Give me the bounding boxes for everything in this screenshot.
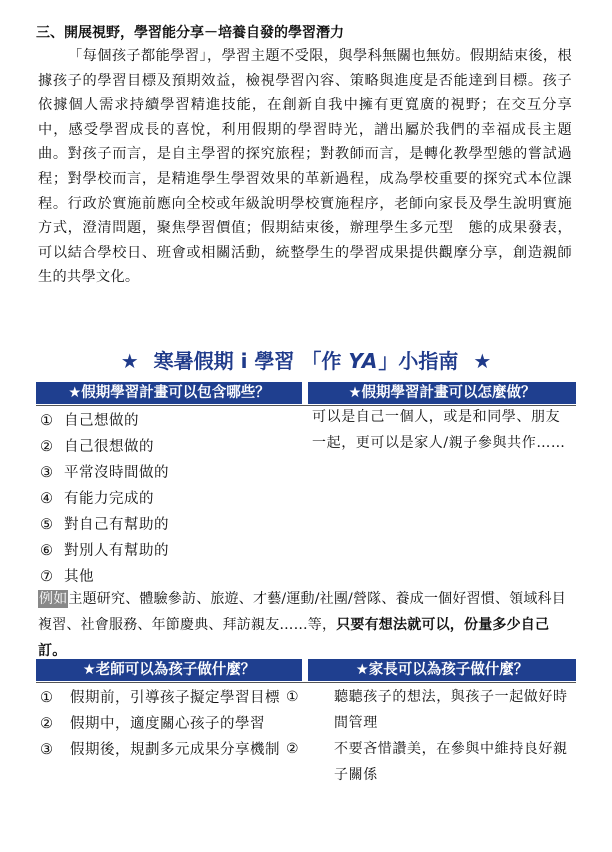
star-left-icon: ★ [120, 349, 139, 373]
section-heading: 三、開展視野，學習能分享－培養自發的學習潛力 [36, 25, 344, 41]
item-number: ① [40, 413, 54, 429]
item-number: ⑤ [40, 517, 54, 533]
header-divider [36, 682, 576, 683]
list-item [286, 736, 574, 788]
guide-title [0, 345, 612, 374]
example-text: 主題研究、體驗參訪、旅遊、才藝/運動/社團/營隊、養成一個好習慣、領域科目複習、社會服務、年節慶典、拜訪親友……等， [38, 591, 566, 633]
item-number: ① [40, 690, 54, 706]
item-text: 假期後，規劃多元成果分享機制 [70, 742, 280, 758]
list-item [40, 738, 280, 759]
item-number: ② [286, 741, 300, 757]
star-right-icon: ★ [473, 349, 492, 373]
list-item [40, 487, 154, 508]
list-item [40, 513, 169, 534]
item-number: ⑥ [40, 543, 54, 559]
item-number: ③ [40, 742, 54, 758]
guide-title-post: 」小指南 [378, 349, 459, 373]
list-item [40, 409, 139, 430]
item-text: 對別人有幫助的 [64, 543, 169, 559]
item-number: ② [40, 439, 54, 455]
box1-header: ★假期學習計畫可以包含哪些？ [36, 382, 302, 404]
parent-header: ★家長可以為孩子做什麼？ [308, 659, 576, 681]
box2-text: 可以是自己一個人，或是和同學、朋友一起，更可以是家人/親子參與共作…… [312, 409, 566, 451]
guide-title-pre: 寒暑假期 i 學習 「作 [153, 349, 349, 373]
guide-title-ya: YA [348, 349, 379, 373]
example-bold-text: 只要有想法就可以，份量多少自己訂。 [38, 617, 550, 659]
list-item [40, 461, 169, 482]
example-paragraph [38, 586, 576, 664]
item-number: ③ [40, 465, 54, 481]
example-tag: 例如 [39, 591, 68, 607]
item-text: 假期前，引導孩子擬定學習目標 [70, 690, 280, 706]
item-text: 不要吝惜讚美，在參與中維持良好親子關係 [334, 741, 568, 783]
item-text: 平常沒時間做的 [64, 465, 169, 481]
item-text: 假期中，適度關心孩子的學習 [70, 716, 265, 732]
list-item [40, 565, 94, 586]
list-item [40, 712, 265, 733]
item-text: 對自己有幫助的 [64, 517, 169, 533]
teacher-header: ★老師可以為孩子做什麼？ [36, 659, 302, 681]
box2-header: ★假期學習計畫可以怎麼做？ [308, 382, 576, 404]
item-text: 聽聽孩子的想法，與孩子一起做好時間管理 [334, 689, 568, 731]
item-number: ④ [40, 491, 54, 507]
list-item [40, 539, 169, 560]
list-item [40, 686, 280, 707]
item-number: ② [40, 716, 54, 732]
item-number: ⑦ [40, 569, 54, 585]
item-text: 自己很想做的 [64, 439, 154, 455]
item-number: ① [286, 689, 300, 705]
list-item [286, 684, 574, 736]
list-item [40, 435, 154, 456]
item-text: 其他 [64, 569, 94, 585]
intro-paragraph: 「每個孩子都能學習」，學習主題不受限，與學科無關也無妨。假期結束後，根據孩子的學習目標及預期效益，檢視學習內容、策略與進度是否能達到目標。孩子依據個人需求持續學習精進技能，在創新自我中擁有更寬廣的視野；在交互分享中，感受學習成長的喜悅，利用假期的學習時光，譜出屬於我們的幸福成長主題曲。對孩子而言，是自主學習的探究旅程；對教師而言，是轉化教學型態的嘗試過程；對學校而言，是精進學生學習效果的革新過程，成為學校重要的探究式本位課程。行政於實施前應向全校或年級說明學校實施程序，老師向家長及學生說明實施方式，澄清問題，聚焦學習價值；假期結束後，辦理學生多元型 態的成果發表，可以結合學校日、班會或相關活動，統整學生的學習成果提供觀摩分享，創造親師生的共學文化。 [38, 48, 572, 286]
item-text: 有能力完成的 [64, 491, 154, 507]
item-text: 自己想做的 [64, 413, 139, 429]
